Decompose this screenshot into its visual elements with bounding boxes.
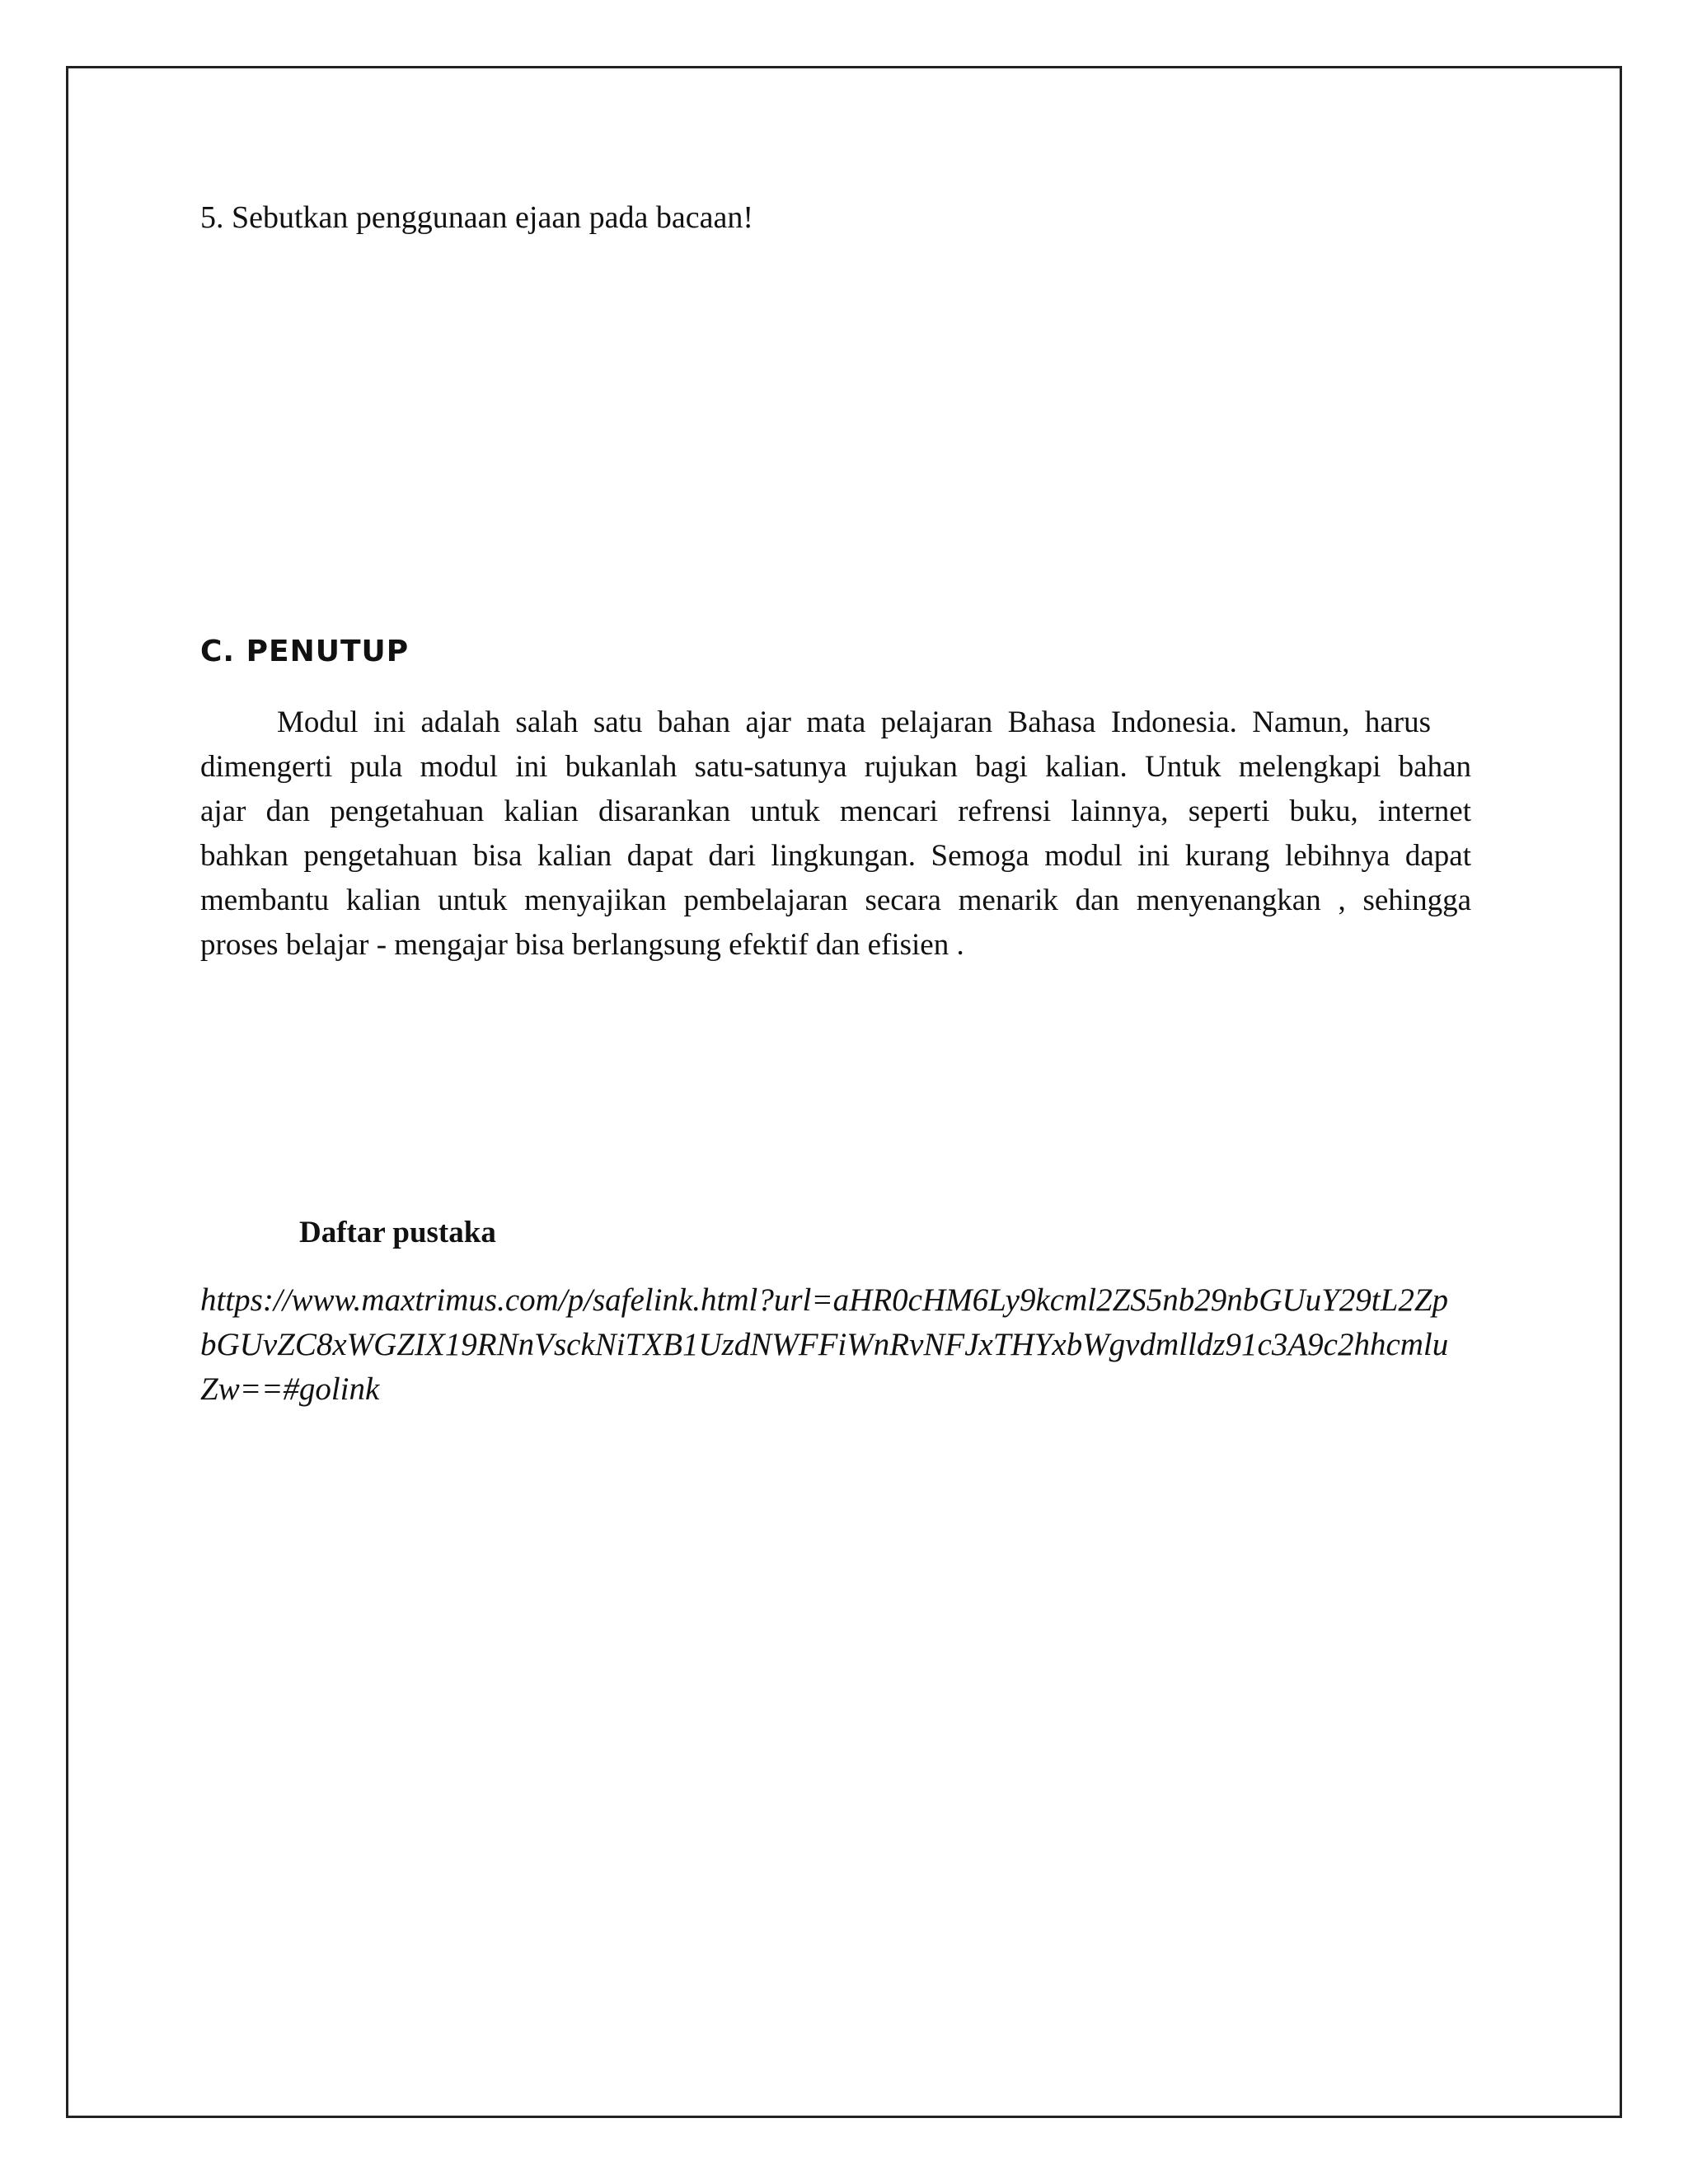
reference-link-line[interactable]: bGUvZC8xWGZIX19RNnVsckNiTXB1UzdNWFFiWnRvNFJxTHYxbWgvdmlldz91c3A9c2hhcmlu	[200, 1327, 1449, 1362]
paragraph-line: dimengerti pula modul ini bukanlah satu-satunya rujukan bagi kalian. Untuk melengkapi bahan	[200, 750, 1471, 784]
page-border	[66, 66, 1622, 2118]
reference-link-line[interactable]: https://www.maxtrimus.com/p/safelink.html?url=aHR0cHM6Ly9kcml2ZS5nb29nbGUuY29tL2Zp	[200, 1282, 1449, 1318]
paragraph-line: proses belajar - mengajar bisa berlangsung efektif dan efisien .	[200, 928, 964, 962]
paragraph-line: ajar dan pengetahuan kalian disarankan untuk mencari refrensi lainnya, seperti buku, internet	[200, 794, 1471, 828]
question-5: 5. Sebutkan penggunaan ejaan pada bacaan!	[200, 200, 754, 235]
paragraph-line: Modul ini adalah salah satu bahan ajar mata pelajaran Bahasa Indonesia. Namun, harus	[277, 705, 1431, 739]
section-heading-penutup: C. PENUTUP	[200, 635, 410, 668]
paragraph-line: bahkan pengetahuan bisa kalian dapat dari lingkungan. Semoga modul ini kurang lebihnya dapat	[200, 839, 1471, 873]
references-heading: Daftar pustaka	[299, 1216, 496, 1249]
paragraph-line: membantu kalian untuk menyajikan pembelajaran secara menarik dan menyenangkan , sehingga	[200, 883, 1471, 917]
reference-link-line[interactable]: Zw==#golink	[200, 1371, 380, 1407]
